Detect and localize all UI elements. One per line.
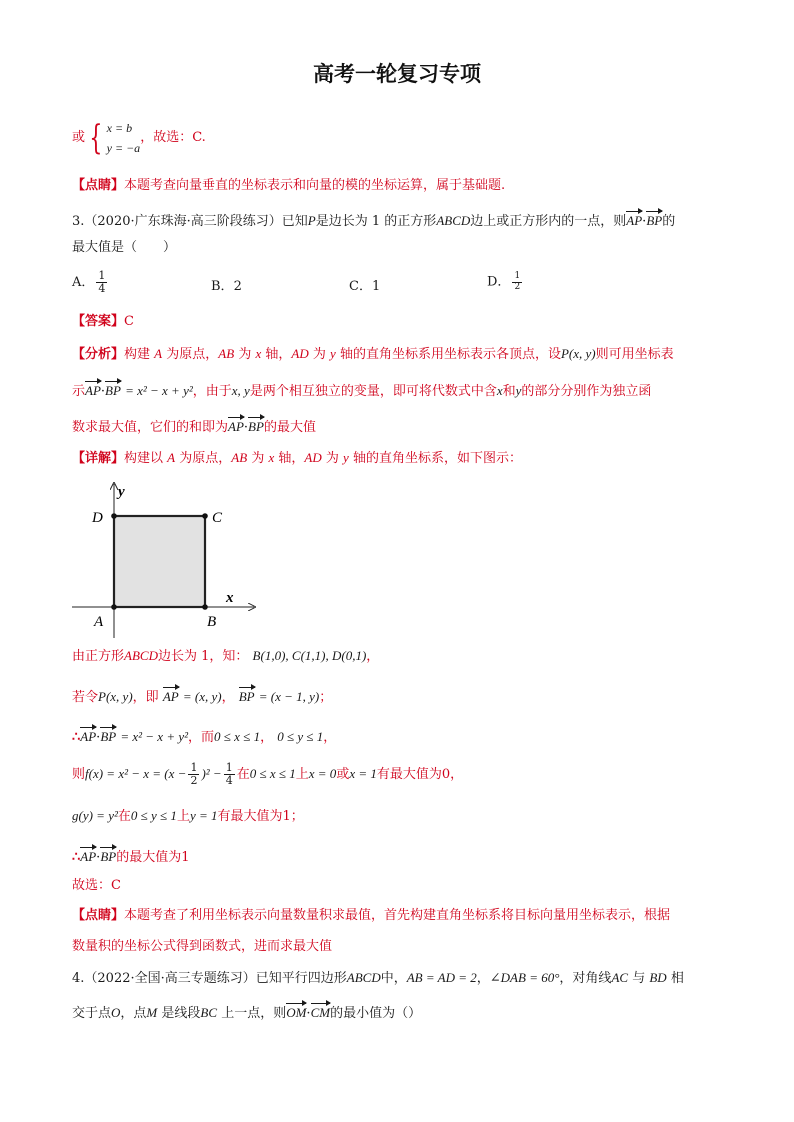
coordinates: B(1,0), C(1,1), D(0,1) [252,648,367,663]
text: 则可用坐标表 [595,347,674,362]
text: 有最大值为 [376,767,442,783]
vector-om: OM [286,1002,306,1021]
text: 与 [632,971,646,986]
parallelogram-abcd: ABCD [346,970,381,985]
analysis-line1 [72,346,674,363]
var-y: y [515,383,522,398]
text: 数求最大值，它们的和即为 [72,420,229,435]
previous-dianjing [72,178,505,194]
segment-ad: AD [304,450,322,465]
text: 的部分分别作为独立函 [521,384,652,399]
step-4 [72,762,463,787]
point-p-coords: P(x, y) [560,346,596,361]
option-b [211,279,242,295]
analysis-line3 [72,416,316,436]
text: 轴， [265,347,292,362]
point-a: A [154,346,163,361]
numerator: 1 [98,269,106,282]
segment-ab: AB [231,450,248,465]
option-letter: D． [487,274,511,290]
function-g: g(y) = y² [72,808,118,823]
text: ， [323,730,337,745]
question-3-stem-line2: 最大值是（ ） [72,240,177,255]
question-4-line1 [72,970,684,987]
text: 中， [380,971,407,986]
range-x: 0 ≤ x ≤ 1 [214,729,261,744]
x-axis-label: x [226,590,234,606]
detail-tag: 【详解】 [72,451,125,466]
stem-text: 3.（2020·广东珠海·高三阶段练习）已知 [72,214,308,229]
vector-bp: BP [646,210,662,229]
step-3 [72,726,336,746]
equation: AB = AD = 2 [406,970,477,985]
step-5 [72,808,304,825]
label-b: B [207,614,217,630]
label-d: D [92,510,103,526]
option-letter: C． [349,279,372,294]
vertex-a [111,604,117,610]
text: ， [476,971,490,986]
text: ，由于 [192,384,232,399]
text: ， [221,690,235,705]
square-abcd: ABCD [124,648,158,663]
dot-operator: · [642,214,647,229]
text: 边长为 [157,649,197,664]
text: ，而 [188,730,215,745]
var-x: x [255,346,262,361]
text: 轴的直角坐标系，如下图示： [352,451,522,466]
range-y: 0 ≤ y ≤ 1 [130,808,177,823]
var-y: y [343,450,349,465]
vector-cm: CM [311,1002,331,1021]
vars-xy: x, y [231,383,250,398]
point-o: O [111,1005,121,1020]
text: 为 [251,451,265,466]
fraction-half: $\frac{1}{2}$ [190,761,198,788]
text: 上一点，则 [221,1006,287,1021]
vector-ap-value: = (x, y) [182,689,222,704]
dianjing-text: 本题考查向量垂直的坐标表示和向量的模的坐标运算，属于基础题. [124,178,506,193]
segment-bc: BC [200,1005,218,1020]
answer-tag: 【答案】 [72,314,125,329]
choose-text: ，故选：C. [140,130,206,145]
choose-line: 故选：C [72,878,121,893]
expression: = x² − x + y² [120,729,189,744]
segment-ab: AB [218,346,235,361]
denominator: 4 [98,282,106,296]
analysis-line2 [72,380,651,400]
segment-ac: AC [611,970,629,985]
vector-ap: AP [85,380,101,399]
var-x: x [268,450,275,465]
var-x: x [496,383,503,398]
y-axis-label: y [118,484,125,500]
square-abcd: ABCD [436,213,471,228]
or-text: 或 [72,130,86,145]
x-zero: x = 0 [308,766,337,782]
option-letter: B． [211,279,234,294]
point-p: P [307,213,316,228]
vector-bp: BP [239,686,255,705]
stem-text: 是边长为 [315,214,368,229]
vector-bp-value: = (x − 1, y) [258,689,320,704]
text: ，对角线 [559,971,612,986]
dianjing-tag: 【点睛】 [72,908,125,923]
therefore-symbol: ∴ [72,730,81,745]
equation-system [107,118,141,158]
denominator: 2 [514,281,521,292]
text: 若令 [72,690,99,705]
text: 是两个相互独立的变量，即可将代数式中含 [249,384,497,399]
fraction [512,272,522,293]
function-f-tail: )² − [201,766,222,782]
dot-operator: · [96,730,101,745]
coordinate-figure [66,478,266,638]
text: 上 [176,809,190,824]
fraction-quarter: $\frac{1}{4}$ [225,761,233,788]
text: 为原点， [179,451,232,466]
text: 示 [72,384,86,399]
vector-ap: AP [80,846,96,865]
text: 在 [236,767,250,783]
dot-operator: · [243,420,249,435]
option-value: 2 [233,279,242,294]
y-one: y = 1 [189,808,218,823]
text: 的最大值 [263,420,316,435]
text: 为原点， [166,347,219,362]
option-letter: A． [72,274,95,290]
text: 的最小值为（） [330,1006,422,1021]
max-value: 1 [181,850,190,865]
numerator: 1 [514,271,521,281]
dianjing-tag: 【点睛】 [72,178,125,193]
square-shape [114,516,205,607]
text: 轴， [278,451,305,466]
therefore-symbol: ∴ [72,850,81,865]
option-d [487,272,524,293]
previous-solution-tail [72,118,206,158]
point-a: A [167,450,176,465]
text: 或 [336,767,350,783]
option-a [72,270,109,295]
vector-ap: AP [228,416,244,435]
range-y: 0 ≤ y ≤ 1 [277,729,324,744]
stem-number: 1 [371,214,381,229]
equation-1: x = b [106,121,133,135]
text: ，点 [120,1006,147,1021]
q3-dianjing-line1 [72,908,670,924]
equation-2: y = −a [106,141,141,155]
text: 为 [325,451,339,466]
function-f: f(x) = x² − x = (x − [85,766,187,782]
text: ， [260,730,274,745]
text: 为 [238,347,252,362]
stem-text: 的正方形 [384,214,437,229]
vector-ap: AP [163,686,179,705]
step-2 [72,686,332,706]
label-c: C [212,510,223,526]
option-value: 1 [371,279,381,294]
x-one: x = 1 [349,766,377,782]
var-y: y [330,346,336,361]
page-title: 高考一轮复习专项 [313,62,481,86]
equation: ∠DAB = 60° [489,970,560,985]
text: ， [366,649,380,664]
vector-bp: BP [248,416,264,435]
text: 上 [295,767,309,783]
text: 则 [72,767,86,783]
point-p-coords: P(x, y) [98,689,133,704]
stem-text: 的 [662,214,676,229]
fraction [96,270,107,295]
text: ，即 [132,690,159,705]
text: 本题考查了利用坐标表示向量数量积求最值，首先构建直角坐标系将目标向量用坐标表示，根据 [124,908,671,923]
dot-operator: · [100,384,106,399]
vector-bp: BP [100,726,116,745]
vector-ap: AP [626,210,642,229]
text: 由正方形 [72,649,125,664]
text: 和 [502,384,516,399]
max-value: 0， [441,767,464,783]
vector-bp: BP [100,846,116,865]
text: ； [319,690,333,705]
text: 是线段 [161,1006,201,1021]
detail-line1 [72,450,522,467]
vector-bp: BP [105,380,121,399]
step-1 [72,648,379,665]
stem-text: 边上或正方形内的一点，则 [470,214,627,229]
vertex-d [111,513,117,519]
range-x: 0 ≤ x ≤ 1 [249,766,296,782]
q3-dianjing-line2: 数量积的坐标公式得到函数式，进而求最大值 [72,939,333,954]
text: 有最大值为 [217,809,283,824]
text: 轴的直角坐标系用坐标表示各顶点，设 [339,347,561,362]
dot-operator: · [96,850,101,865]
text: 构建以 [124,451,164,466]
vertex-b [202,604,208,610]
text: 在 [117,809,131,824]
text: 为 [312,347,326,362]
text: 相 [670,971,684,986]
vector-ap: AP [80,726,96,745]
vertex-c [202,513,208,519]
question-3-stem-line1 [72,210,675,230]
text: 1，知： [201,649,249,664]
option-c [349,279,380,295]
segment-ad: AD [291,346,309,361]
segment-bd: BD [649,970,667,985]
step-6 [72,846,190,866]
question-4-line2 [72,1002,421,1022]
text: 4.（2022·全国·高三专题练习）已知平行四边形 [72,971,347,986]
text: 的最大值为 [116,850,182,865]
max-value: 1； [282,809,304,824]
label-a: A [94,614,104,630]
point-m: M [146,1005,158,1020]
text: 构建 [124,347,151,362]
answer-line [72,314,134,330]
dot-operator: · [306,1006,311,1021]
text: 交于点 [72,1006,112,1021]
expression: = x² − x + y² [125,383,193,398]
answer-value: C [124,314,134,329]
analysis-tag: 【分析】 [72,347,125,362]
brace-symbol: { [89,118,103,158]
